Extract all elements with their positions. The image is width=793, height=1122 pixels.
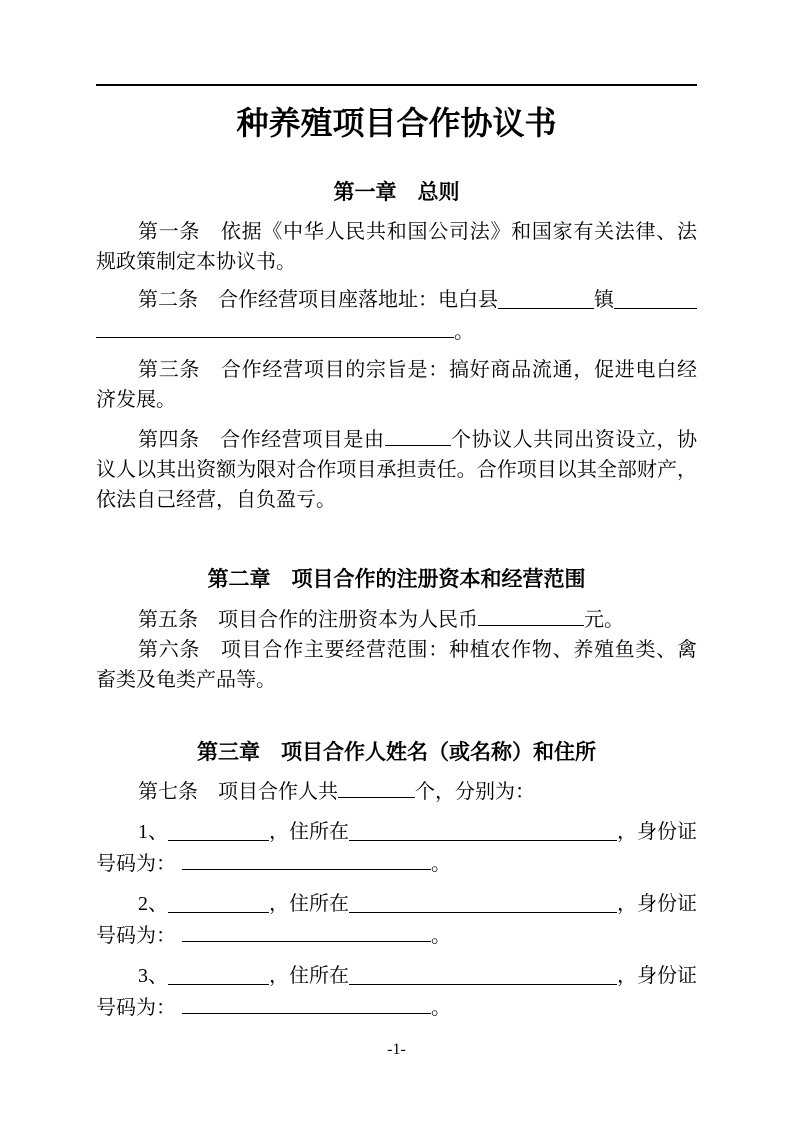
blank-field bbox=[498, 285, 594, 309]
partner-3-line-1 bbox=[96, 961, 697, 991]
article-5-text: 第五条 项目合作的注册资本为人民币 bbox=[138, 609, 478, 631]
article-4-line-3: 依法自己经营，自负盈亏。 bbox=[96, 489, 336, 511]
article-4-text: 第四条 合作经营项目是由 bbox=[138, 429, 385, 451]
article-6-paragraph bbox=[96, 635, 697, 695]
blank-field bbox=[349, 889, 617, 913]
blank-field bbox=[349, 817, 617, 841]
article-7-text: 第七条 项目合作人共 bbox=[138, 781, 338, 803]
blank-field bbox=[168, 889, 269, 913]
article-5-line-1 bbox=[96, 603, 697, 635]
blank-field bbox=[478, 603, 584, 626]
article-5-paragraph bbox=[96, 603, 697, 635]
partner-entry-1 bbox=[96, 817, 697, 879]
blank-field bbox=[385, 423, 451, 446]
partner-text: ，身份证 bbox=[617, 821, 697, 843]
article-1-line-2: 规政策制定本协议书。 bbox=[96, 251, 296, 273]
article-2-paragraph bbox=[96, 285, 697, 347]
article-2-text: 第二条 合作经营项目座落地址：电白县 bbox=[138, 289, 498, 311]
document-title: 种养殖项目合作协议书 bbox=[236, 105, 557, 141]
article-3-paragraph bbox=[96, 355, 697, 415]
article-7-text: 个，分别为： bbox=[415, 781, 535, 803]
blank-field bbox=[168, 817, 269, 841]
partner-1-line-1 bbox=[96, 817, 697, 847]
article-5-text: 元。 bbox=[584, 609, 624, 631]
article-7-line-1 bbox=[96, 775, 697, 807]
partner-entry-3 bbox=[96, 961, 697, 1023]
partner-text: 号码为： bbox=[96, 853, 176, 875]
blank-field bbox=[168, 961, 269, 985]
partner-text: ，身份证 bbox=[617, 965, 697, 987]
article-1-line-1: 第一条 依据《中华人民共和国公司法》和国家有关法律、法 bbox=[138, 221, 697, 243]
partner-text: ，住所在 bbox=[269, 821, 349, 843]
chapter-3-heading: 第三章 项目合作人姓名（或名称）和住所 bbox=[197, 741, 596, 764]
chapter-2-heading: 第二章 项目合作的注册资本和经营范围 bbox=[207, 568, 586, 591]
blank-field bbox=[349, 961, 617, 985]
article-7-paragraph bbox=[96, 775, 697, 807]
partner-2-line-1 bbox=[96, 889, 697, 919]
partner-text: ，住所在 bbox=[269, 893, 349, 915]
blank-field bbox=[182, 991, 431, 1014]
page-number: -1- bbox=[387, 1041, 406, 1058]
article-1-paragraph bbox=[96, 217, 697, 277]
blank-field bbox=[338, 775, 415, 798]
partner-text: ，住所在 bbox=[269, 965, 349, 987]
partner-entry-2 bbox=[96, 889, 697, 951]
blank-field bbox=[182, 847, 431, 870]
partner-text: ，身份证 bbox=[617, 893, 697, 915]
article-2-text: 。 bbox=[454, 321, 474, 343]
partner-number: 2、 bbox=[138, 893, 168, 915]
document-content bbox=[96, 100, 697, 1023]
partner-3-line-2 bbox=[96, 991, 697, 1023]
chapter-1-heading: 第一章 总则 bbox=[333, 181, 460, 204]
article-6-line-2: 畜类及龟类产品等。 bbox=[96, 669, 276, 691]
partner-number: 1、 bbox=[138, 821, 168, 843]
article-4-paragraph bbox=[96, 423, 697, 515]
blank-field bbox=[182, 919, 431, 942]
article-3-line-1: 第三条 合作经营项目的宗旨是：搞好商品流通，促进电白经 bbox=[138, 359, 697, 381]
article-3-line-2: 济发展。 bbox=[96, 389, 176, 411]
partner-text: 号码为： bbox=[96, 997, 176, 1019]
article-2-line-1 bbox=[96, 285, 697, 315]
partner-text: 。 bbox=[431, 997, 451, 1019]
article-2-text: 镇 bbox=[594, 289, 614, 311]
article-4-line-1 bbox=[96, 423, 697, 455]
article-2-line-2 bbox=[96, 315, 697, 347]
header-rule bbox=[96, 84, 697, 86]
partner-text: 。 bbox=[431, 925, 451, 947]
partner-text: 。 bbox=[431, 853, 451, 875]
partner-1-line-2 bbox=[96, 847, 697, 879]
article-4-text: 个协议人共同出资设立，协 bbox=[450, 429, 697, 451]
partner-number: 3、 bbox=[138, 965, 168, 987]
article-6-line-1: 第六条 项目合作主要经营范围：种植农作物、养殖鱼类、禽 bbox=[138, 639, 697, 661]
partner-text: 号码为： bbox=[96, 925, 176, 947]
partner-2-line-2 bbox=[96, 919, 697, 951]
blank-field bbox=[614, 285, 697, 309]
blank-field bbox=[96, 315, 454, 338]
article-4-line-2: 议人以其出资额为限对合作项目承担责任。合作项目以其全部财产， bbox=[96, 459, 697, 481]
